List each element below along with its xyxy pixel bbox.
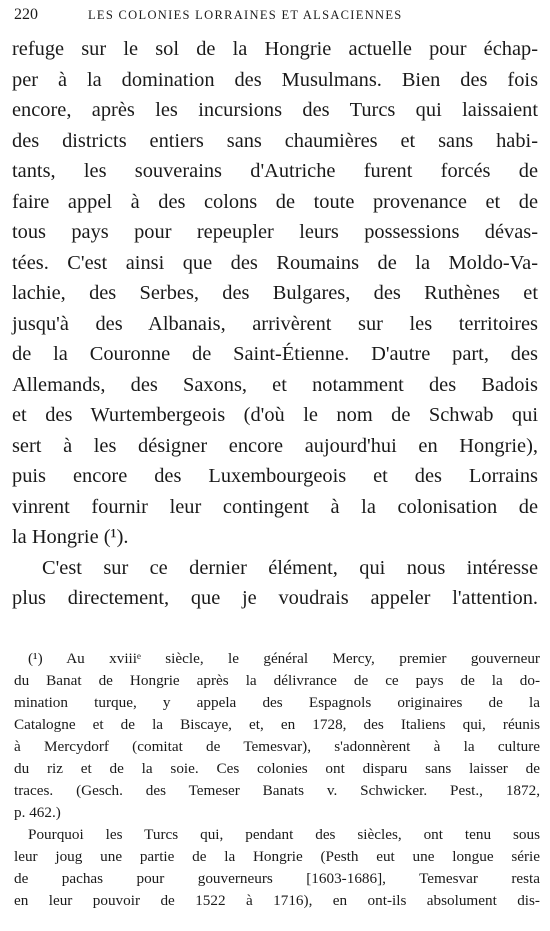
page-header: [14, 6, 536, 26]
body-line: puis encore des Luxembourgeois et des Lorrains: [12, 465, 538, 487]
footnote-line: en leur pouvoir de 1522 à 1716), en ont-ils absolument dis-: [14, 892, 540, 909]
footnote-line: Pourquoi les Turcs qui, pendant des siècles, ont tenu sous: [28, 826, 540, 843]
footnote-line: mination turque, y appela des Espagnols originaires de la: [14, 694, 540, 711]
body-line: Allemands, des Saxons, et notamment des Badois: [12, 373, 538, 396]
body-line: de la Couronne de Saint-Étienne. D'autre part, des: [12, 343, 538, 365]
footnote-line: Catalogne et de la Biscaye, et, en 1728, des Italiens qui, réunis: [14, 716, 540, 733]
body-line: refuge sur le sol de la Hongrie actuelle pour échap-: [12, 38, 538, 60]
body-line: la Hongrie (¹).: [12, 526, 129, 548]
body-line: tants, les souverains d'Autriche furent forcés de: [12, 160, 538, 182]
body-line: des districts entiers sans chaumières et sans habi-: [12, 129, 538, 152]
running-title: LES COLONIES LORRAINES ET ALSACIENNES: [88, 8, 403, 22]
body-line: C'est sur ce dernier élément, qui nous intéresse: [42, 556, 538, 579]
footnote-line: (¹) Au xviiiᵉ siècle, le général Mercy, premier gouverneur: [28, 650, 540, 667]
footnote-line: de pachas pour gouverneurs [1603-1686], Temesvar resta: [14, 870, 540, 887]
footnote-line: du Banat de Hongrie après la délivrance de ce pays de la do-: [14, 672, 540, 689]
body-text: [12, 34, 538, 614]
footnote-line: p. 462.): [14, 804, 61, 821]
footnotes: [14, 648, 540, 912]
footnote-line: du riz et de la soie. Ces colonies ont disparu sans laisser de: [14, 760, 540, 777]
page-number: 220: [14, 6, 38, 23]
body-line: tous pays pour repeupler leurs possessions dévas-: [12, 221, 538, 243]
body-line: encore, après les incursions des Turcs qui laissaient: [12, 99, 538, 121]
body-line: lachie, des Serbes, des Bulgares, des Ruthènes et: [12, 282, 538, 304]
body-line: et des Wurtembergeois (d'où le nom de Schwab qui: [12, 404, 538, 426]
footnote-line: à Mercydorf (comitat de Temesvar), s'adonnèrent à la culture: [14, 738, 540, 755]
body-line: tées. C'est ainsi que des Roumains de la Moldo-Va-: [12, 251, 538, 274]
body-line: sert à les désigner encore aujourd'hui en Hongrie),: [12, 434, 538, 457]
body-line: jusqu'à des Albanais, arrivèrent sur les territoires: [12, 312, 538, 335]
footnote-line: traces. (Gesch. des Temeser Banats v. Schwicker. Pest., 1872,: [14, 782, 540, 799]
body-line: vinrent fournir leur contingent à la colonisation de: [12, 495, 538, 518]
body-line: faire appel à des colons de toute provenance et de: [12, 190, 538, 213]
footnote-line: leur joug une partie de la Hongrie (Pesth eut une longue série: [14, 848, 540, 865]
body-line: plus directement, que je voudrais appeler l'attention.: [12, 587, 538, 609]
body-line: per à la domination des Musulmans. Bien des fois: [12, 68, 538, 91]
